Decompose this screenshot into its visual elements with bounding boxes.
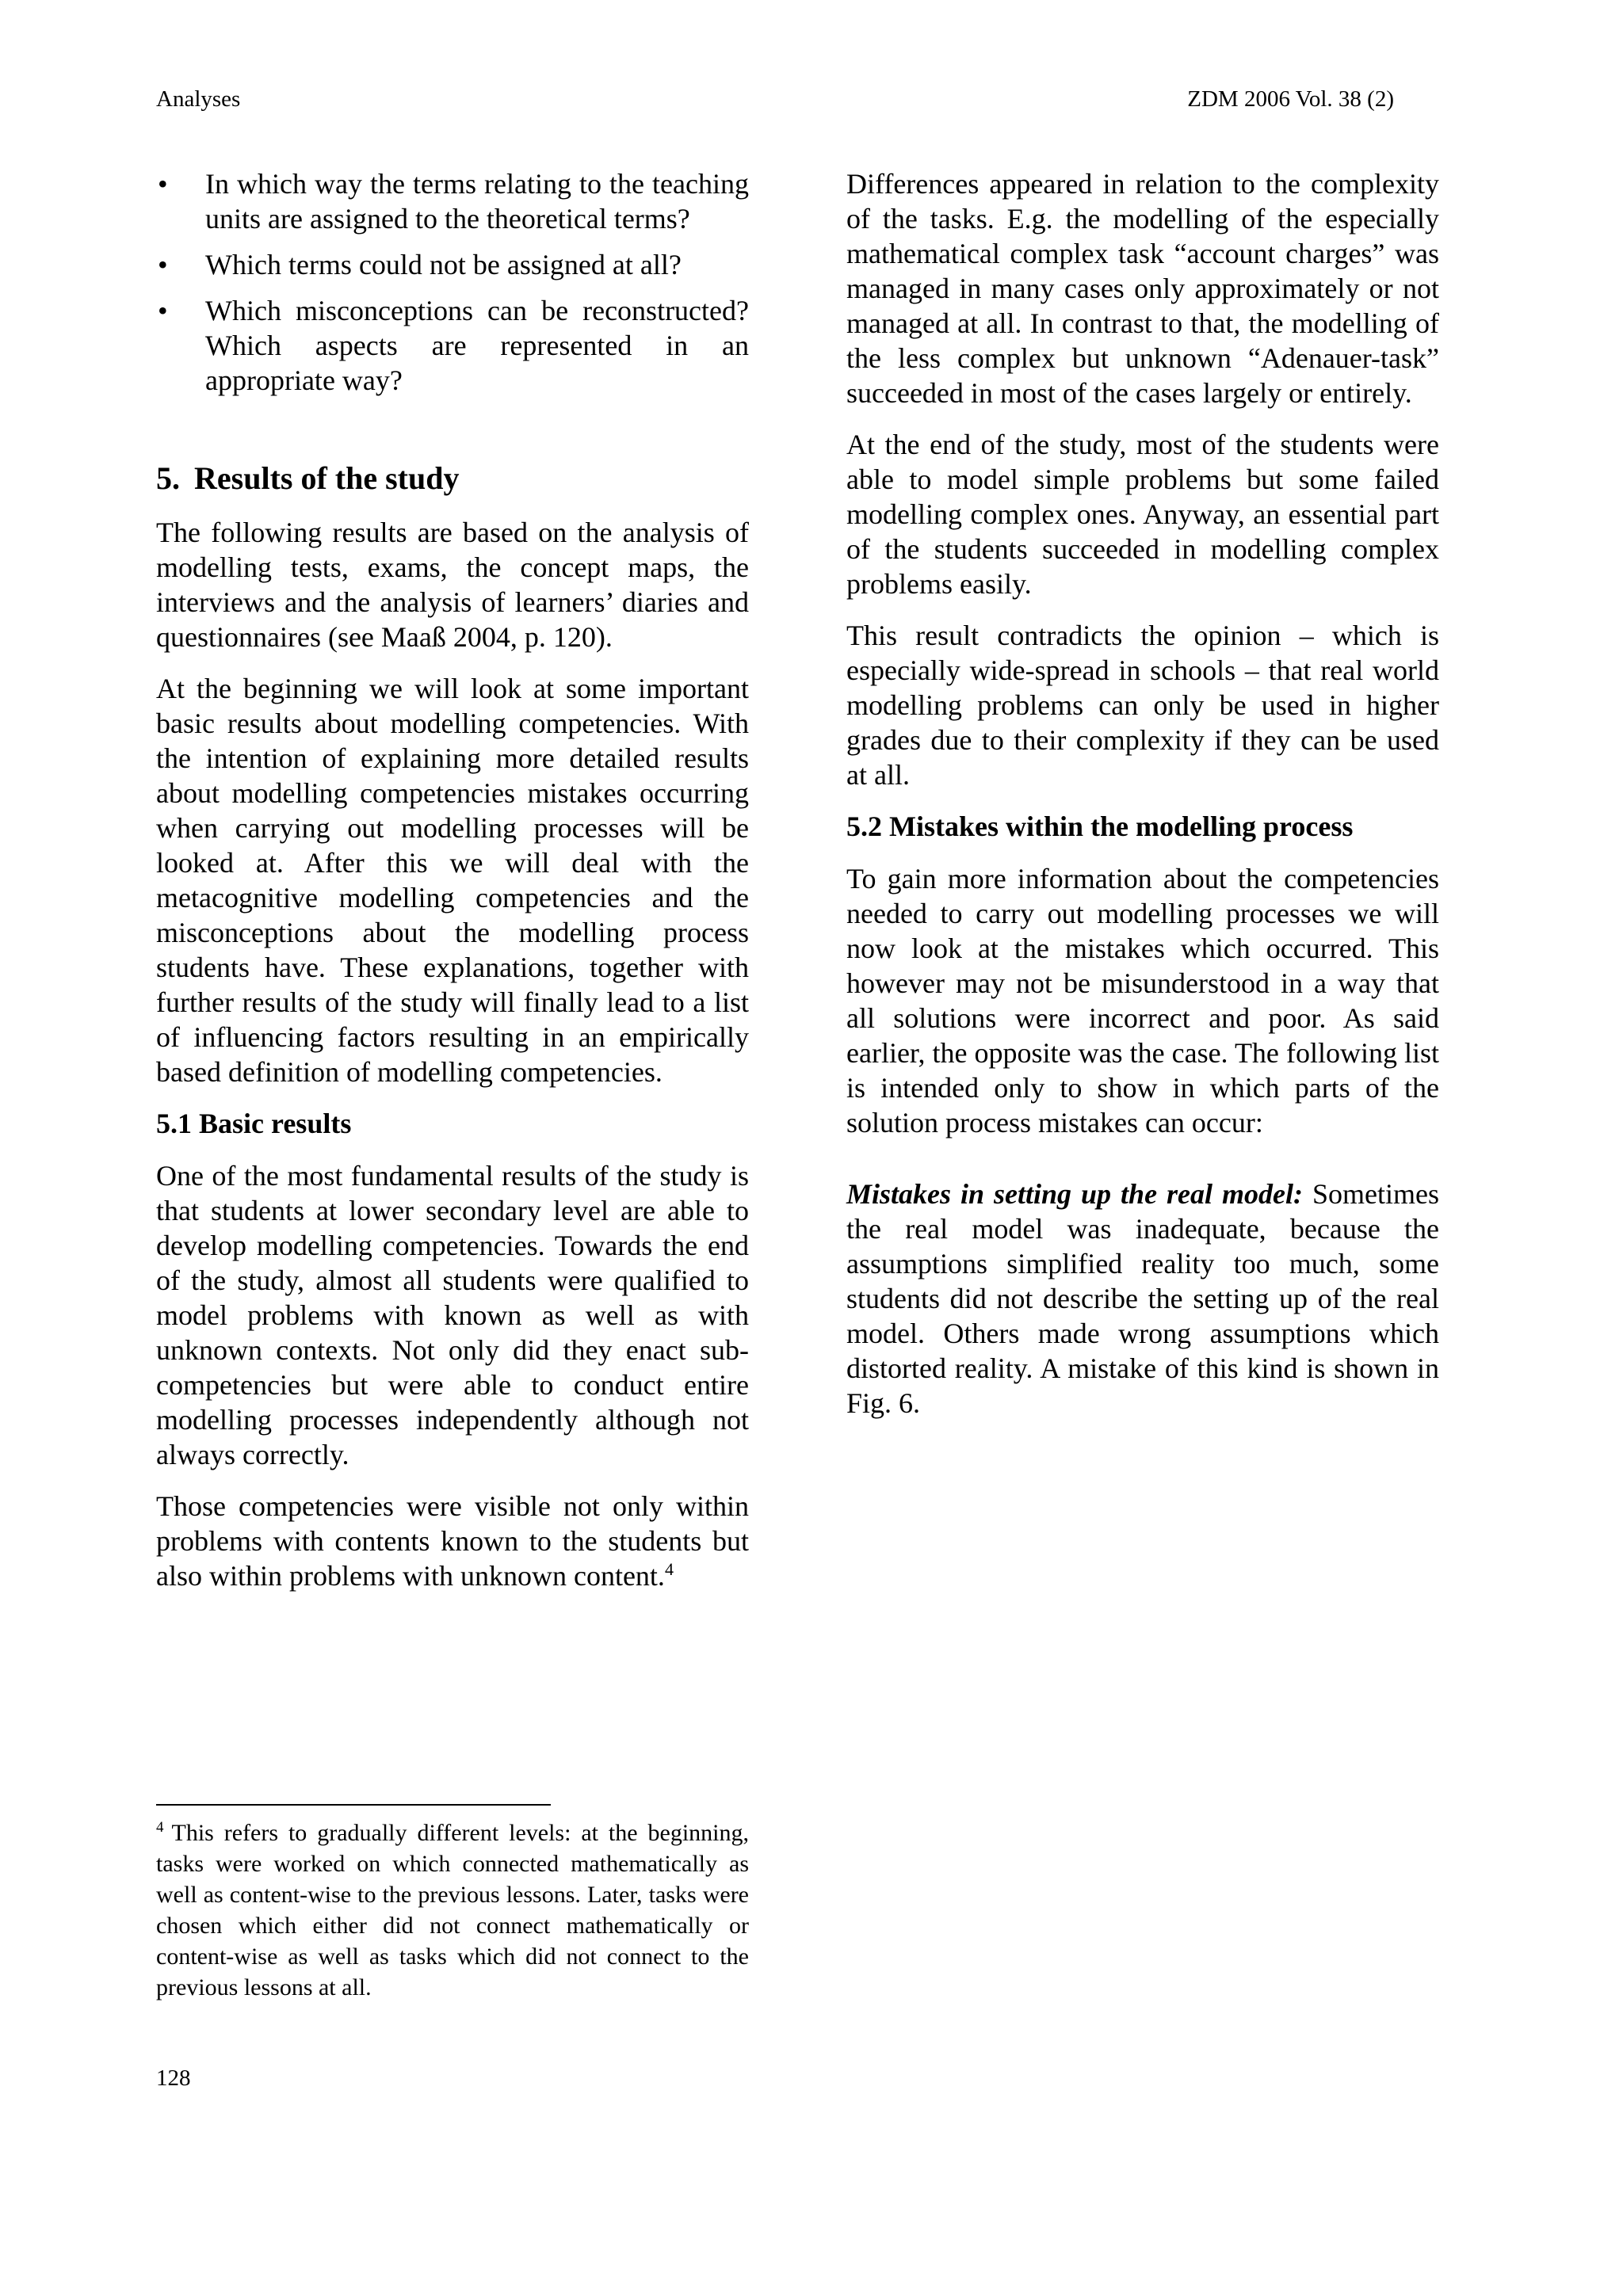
- list-item-text: Which misconceptions can be reconstructed? Which aspects are represented in an appropriate way?: [205, 295, 749, 396]
- footnote-reference[interactable]: 4: [664, 1559, 674, 1579]
- bullet-icon: •: [158, 295, 168, 326]
- running-head-right: ZDM 2006 Vol. 38 (2): [1187, 86, 1394, 112]
- paragraph: [156, 1489, 749, 1593]
- paragraph: At the end of the study, most of the students were able to model simple problems but some failed modelling complex ones. Anyway, an essential part of the students succeeded in modelling complex problems easily.: [846, 429, 1439, 600]
- list-item-text: Which terms could not be assigned at all?: [205, 249, 682, 280]
- list-item: [156, 293, 749, 398]
- page-number: 128: [156, 2065, 191, 2091]
- paragraph: This result contradicts the opinion – which is especially wide-spread in schools – that real world modelling problems can only be used in higher grades due to their complexity if they can be used at all.: [846, 620, 1439, 791]
- section-5-heading: [156, 460, 749, 498]
- bullet-icon: •: [158, 249, 168, 280]
- running-head-left: Analyses: [156, 86, 241, 112]
- paragraph: At the beginning we will look at some important basic results about modelling competencies. With the intention of explaining more detailed results about modelling competencies mistakes occurring when carrying out modelling processes will be looked at. After this we will deal with the metacognitive modelling competencies and the misconceptions about the modelling process students have. These explanations, together with further results of the study will finally lead to a list of influencing factors resulting in an empirically based definition of modelling competencies.: [156, 673, 749, 1088]
- footnote-text: This refers to gradually different levels: at the beginning, tasks were worked on which connected mathematically as well as content-wise to the previous lessons. Later, tasks were chosen which either did not connect mathematically or content-wise as well as tasks which did not connect to the previous lessons at all.: [156, 1820, 749, 2000]
- paragraph-text: Those competencies were visible not only within problems with contents known to the students but also within problems with unknown content.: [156, 1490, 749, 1592]
- mistake-paragraph: [846, 1177, 1439, 1421]
- paragraph: To gain more information about the competencies needed to carry out modelling processes we will now look at the mistakes which occurred. This however may not be misunderstood in a way that all solutions were incorrect and poor. As said earlier, the opposite was the case. The following list is intended only to show in which parts of the solution process mistakes can occur:: [846, 863, 1439, 1138]
- footnote-divider: [156, 1804, 551, 1806]
- list-item: [156, 166, 749, 236]
- paragraph: One of the most fundamental results of the study is that students at lower secondary level are able to develop modelling competencies. Towards the end of the study, almost all students were qualified to model problems with known as well as with unknown contexts. Not only did they enact sub-competencies but were able to conduct entire modelling processes independently although not always correctly.: [156, 1160, 749, 1470]
- paragraph: The following results are based on the analysis of modelling tests, exams, the concept maps, the interviews and the analysis of learners’ diaries and questionnaires (see Maaß 2004, p. 120).: [156, 517, 749, 653]
- left-column: [156, 166, 749, 1610]
- research-questions-list: [156, 166, 749, 398]
- section-5-1-heading: 5.1 Basic results: [156, 1108, 352, 1139]
- section-title: Results of the study: [194, 460, 460, 496]
- list-item: [156, 247, 749, 282]
- section-5-2-heading: 5.2 Mistakes within the modelling process: [846, 810, 1354, 842]
- mistake-lead: Mistakes in setting up the real model:: [846, 1178, 1303, 1210]
- paragraph: Differences appeared in relation to the complexity of the tasks. E.g. the modelling of the especially mathematical complex task “account charges” was managed in many cases only approximately or not managed at all. In contrast to that, the modelling of the less complex but unknown “Adenauer-task” succeeded in most of the cases largely or entirely.: [846, 168, 1439, 409]
- mistake-text: Sometimes the real model was inadequate, because the assumptions simplified reality too much, some students did not describe the setting up of the real model. Others made wrong assumptions which distorted reality. A mistake of this kind is shown in Fig. 6.: [846, 1178, 1439, 1419]
- bullet-icon: •: [158, 168, 168, 200]
- list-item-text: In which way the terms relating to the teaching units are assigned to the theoretical terms?: [205, 168, 749, 235]
- right-column: [846, 166, 1439, 1437]
- footnote: [156, 1817, 749, 2003]
- section-number: 5.: [156, 460, 180, 496]
- footnote-number: 4: [156, 1819, 164, 1836]
